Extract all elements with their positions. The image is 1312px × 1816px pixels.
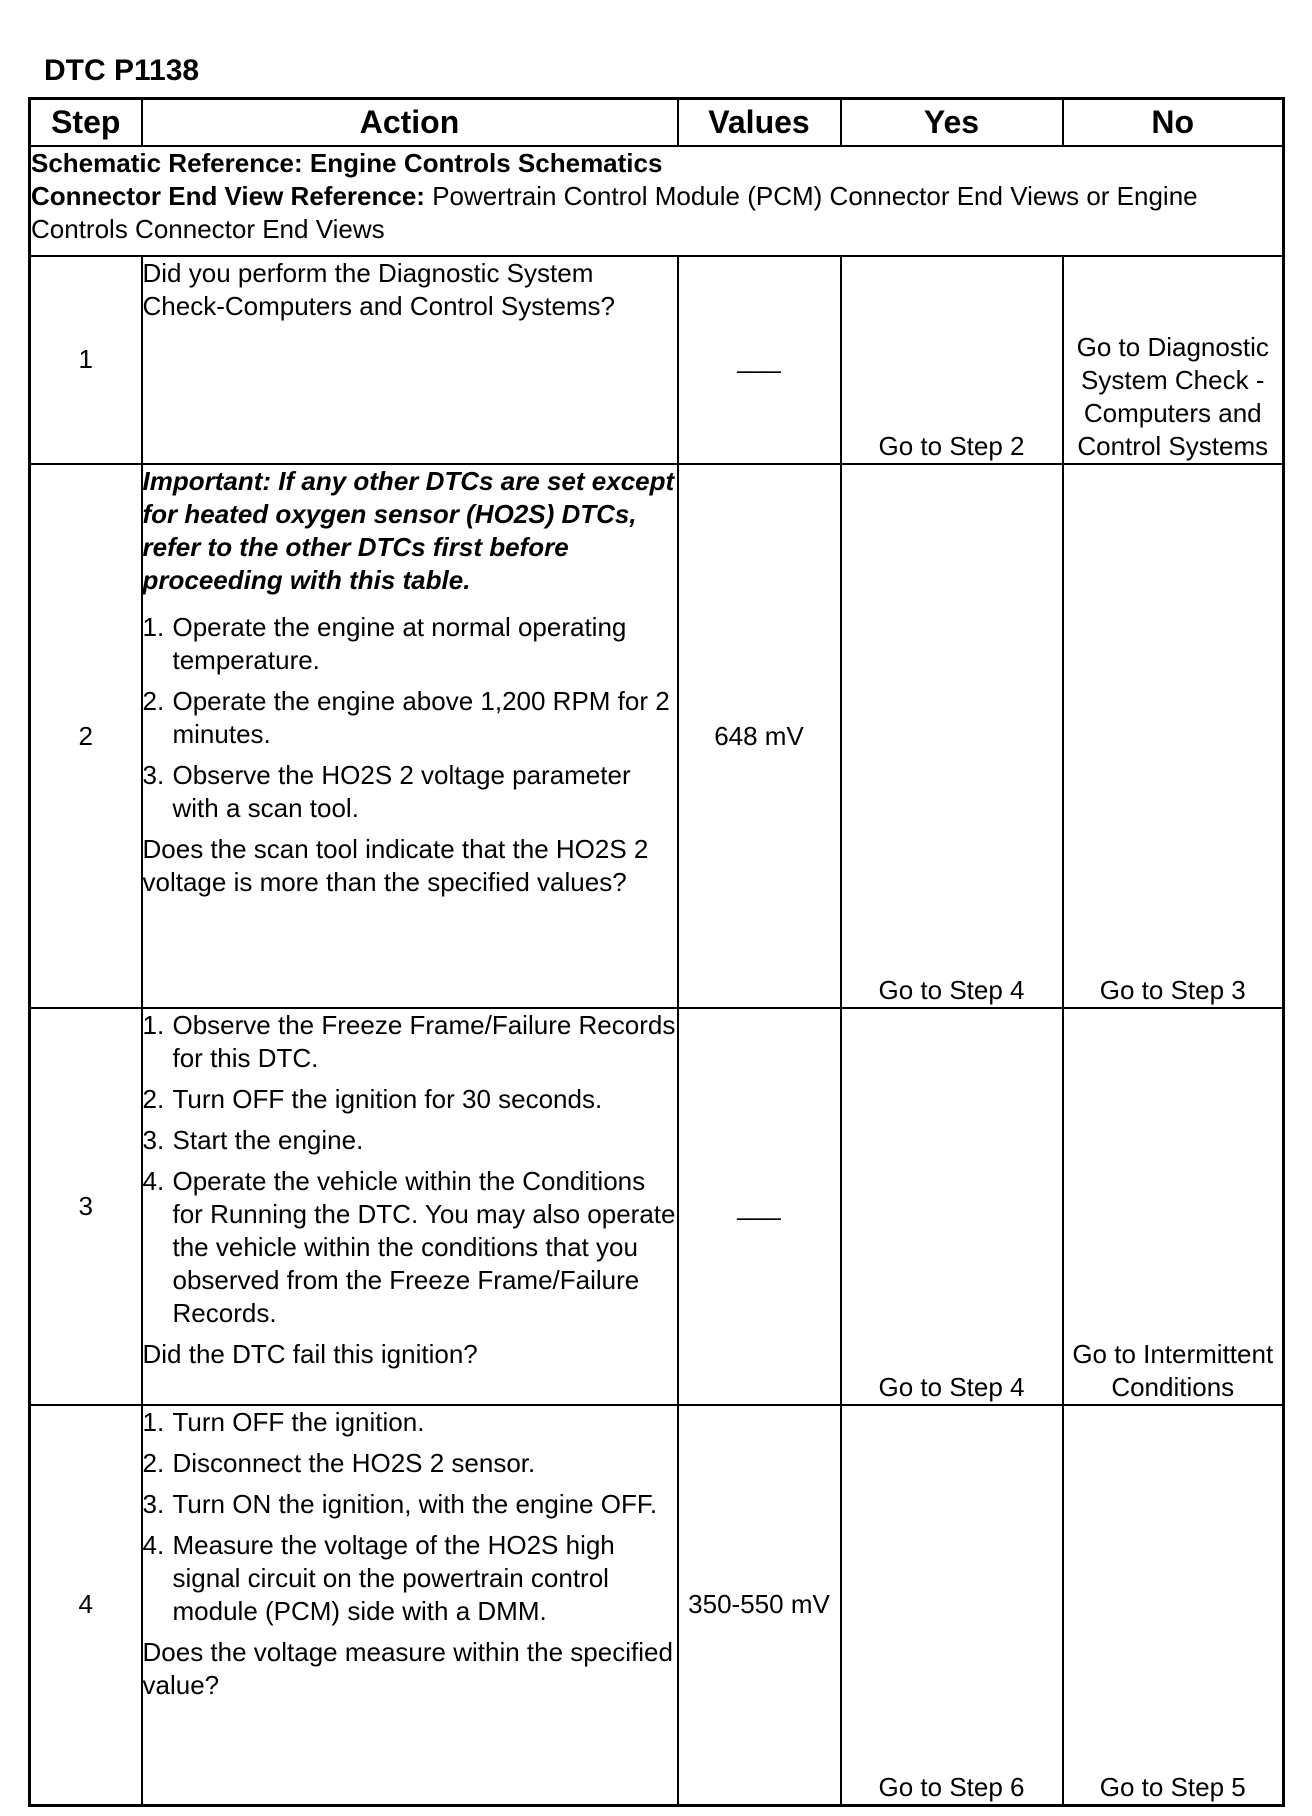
yes-cell: Go to Step 4 xyxy=(841,1008,1063,1405)
values-cell: 648 mV xyxy=(678,464,841,1008)
yes-cell: Go to Step 6 xyxy=(841,1405,1063,1806)
header-row xyxy=(30,99,1284,146)
instruction-text: Turn OFF the ignition. xyxy=(172,1406,425,1437)
instruction-text: Observe the HO2S 2 voltage parameter with a scan tool. xyxy=(172,760,631,824)
header-step: Step xyxy=(30,99,142,146)
step-row-4 xyxy=(30,1405,1284,1806)
step-number: 1 xyxy=(30,256,142,464)
step-question: Does the scan tool indicate that the HO2S 2 voltage is more than the specified values? xyxy=(142,834,649,898)
action-cell xyxy=(142,464,678,1008)
instruction-item: 1. Observe the Freeze Frame/Failure Records for this DTC. xyxy=(142,1010,676,1074)
instruction-list xyxy=(143,1406,677,1628)
instruction-text: Observe the Freeze Frame/Failure Records for this DTC. xyxy=(172,1010,676,1074)
instruction-item: 3. Observe the HO2S 2 voltage parameter with a scan tool. xyxy=(142,760,631,824)
header-values: Values xyxy=(678,99,841,146)
connector-reference-value: Powertrain Control Module (PCM) Connector End Views or Engine Controls Connector End Views xyxy=(31,180,1198,244)
no-cell: Go to Step 5 xyxy=(1063,1405,1284,1806)
values-cell: 350-550 mV xyxy=(678,1405,841,1806)
connector-reference-label: Connector End View Reference: xyxy=(31,180,425,211)
instruction-text: Disconnect the HO2S 2 sensor. xyxy=(172,1447,536,1478)
header-action: Action xyxy=(142,99,678,146)
instruction-text: Operate the vehicle within the Conditions for Running the DTC. You may also operate the vehicle within the conditions that you observed from the Freeze Frame/Failure Records. xyxy=(172,1166,676,1329)
no-cell: Go to Step 3 xyxy=(1063,464,1284,1008)
instruction-item: 2. Turn OFF the ignition for 30 seconds. xyxy=(142,1084,603,1115)
step-number: 4 xyxy=(30,1405,142,1806)
reference-row xyxy=(30,146,1284,256)
step-number: 2 xyxy=(30,464,142,1008)
no-cell: Go to Diagnostic System Check - Computers and Control Systems xyxy=(1063,256,1284,464)
step-question: Did the DTC fail this ignition? xyxy=(142,1339,478,1370)
step-question: Did you perform the Diagnostic System Check-Computers and Control Systems? xyxy=(142,257,616,321)
instruction-item: 4. Measure the voltage of the HO2S high signal circuit on the powertrain control module (PCM) side with a DMM. xyxy=(142,1529,615,1626)
step-row-2 xyxy=(30,464,1284,1008)
yes-cell: Go to Step 4 xyxy=(841,464,1063,1008)
instruction-list xyxy=(143,1009,677,1330)
instruction-item: 2. Disconnect the HO2S 2 sensor. xyxy=(142,1447,536,1478)
instruction-text: Measure the voltage of the HO2S high signal circuit on the powertrain control module (PCM) side with a DMM. xyxy=(172,1529,615,1626)
no-cell: Go to Intermittent Conditions xyxy=(1063,1008,1284,1405)
action-cell xyxy=(142,1405,678,1806)
schematic-reference-value: Engine Controls Schematics xyxy=(309,147,663,178)
yes-cell: Go to Step 2 xyxy=(841,256,1063,464)
reference-cell xyxy=(30,146,1284,256)
instruction-text: Start the engine. xyxy=(172,1125,364,1156)
instruction-item: 3. Turn ON the ignition, with the engine OFF. xyxy=(142,1488,658,1519)
schematic-reference xyxy=(31,147,1282,180)
instruction-item: 3. Start the engine. xyxy=(142,1125,364,1156)
step-row-3 xyxy=(30,1008,1284,1405)
instruction-item: 1. Turn OFF the ignition. xyxy=(142,1406,425,1437)
action-cell xyxy=(142,1008,678,1405)
step-number: 3 xyxy=(30,1008,142,1405)
schematic-reference-label: Schematic Reference: xyxy=(31,147,303,178)
step-question: Does the voltage measure within the specified value? xyxy=(142,1636,673,1700)
instruction-text: Operate the engine above 1,200 RPM for 2 minutes. xyxy=(172,686,670,750)
instruction-item: 2. Operate the engine above 1,200 RPM for 2 minutes. xyxy=(142,686,670,750)
instruction-text: Turn OFF the ignition for 30 seconds. xyxy=(172,1084,603,1115)
values-cell: ___ xyxy=(678,1008,841,1405)
connector-reference xyxy=(31,180,1282,246)
document-title: DTC P1138 xyxy=(44,54,200,87)
instruction-item: 4. Operate the vehicle within the Conditions for Running the DTC. You may also operate the vehicle within the conditions that you observed from the Freeze Frame/Failure Records. xyxy=(142,1166,676,1329)
diagnostic-table xyxy=(28,97,1285,1807)
action-cell xyxy=(142,256,678,464)
instruction-text: Turn ON the ignition, with the engine OFF. xyxy=(172,1488,658,1519)
header-no: No xyxy=(1063,99,1284,146)
instruction-list xyxy=(143,611,677,825)
header-yes: Yes xyxy=(841,99,1063,146)
values-cell: ___ xyxy=(678,256,841,464)
important-note: Important: If any other DTCs are set except for heated oxygen sensor (HO2S) DTCs, refer to the other DTCs first before proceeding with this table. xyxy=(142,466,675,596)
step-row-1 xyxy=(30,256,1284,464)
instruction-text: Operate the engine at normal operating temperature. xyxy=(172,612,627,676)
instruction-item: 1. Operate the engine at normal operating temperature. xyxy=(142,612,627,676)
